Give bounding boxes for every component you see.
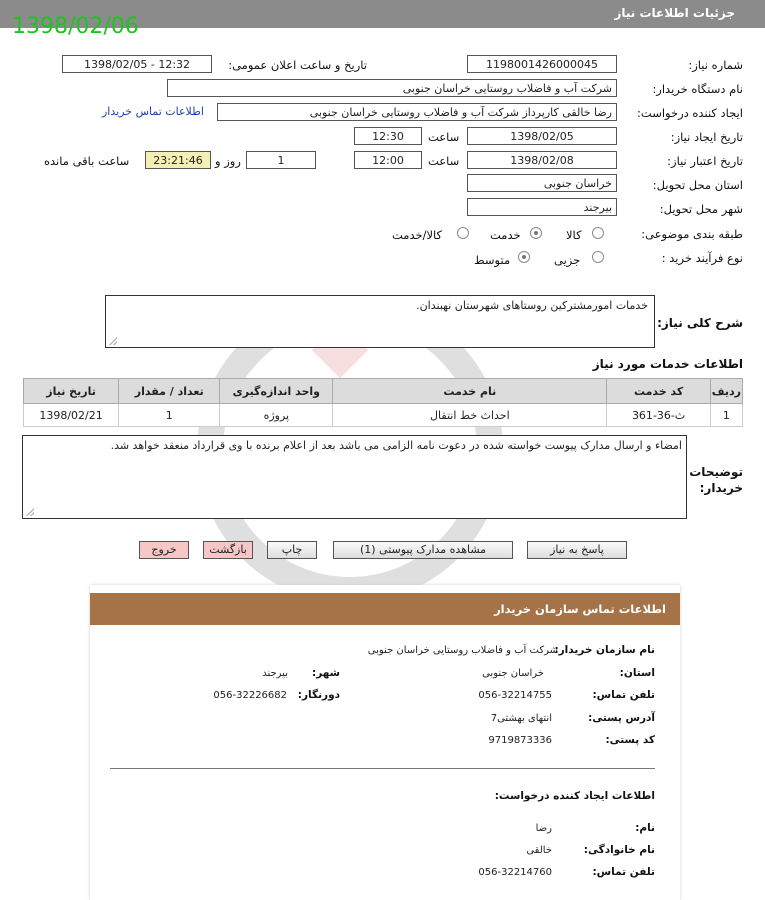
date-stamp: 1398/02/06 (12, 14, 139, 39)
org-label: نام سازمان خریدار: (554, 644, 655, 656)
days-label: روز و (215, 154, 241, 168)
remaining-time-field: 23:21:46 (145, 151, 211, 169)
back-button[interactable]: بازگشت (203, 541, 253, 559)
valid-time-field: 12:00 (354, 151, 422, 169)
need-number-label: شماره نیاز: (688, 58, 743, 72)
created-date-field: 1398/02/05 (467, 127, 617, 145)
family-label: نام خانوادگی: (583, 844, 655, 856)
creator-field: رضا خالقی کارپرداز شرکت آب و فاضلاب روستایی خراسان جنوبی (217, 103, 617, 121)
phone-label: تلفن تماس: (592, 689, 655, 701)
cell-unit: پروژه (220, 404, 333, 427)
contact-card-header (90, 593, 680, 625)
col-row-number: ردیف (710, 379, 742, 404)
category-goods-radio[interactable] (592, 227, 604, 239)
buyer-org-field: شرکت آب و فاضلاب روستایی خراسان جنوبی (167, 79, 617, 97)
province-field: خراسان جنوبی (467, 174, 617, 192)
col-service-name: نام خدمت (333, 379, 607, 404)
name-value: رضا (535, 823, 552, 834)
creator-label: ایجاد کننده درخواست: (637, 106, 743, 120)
announce-field: 1398/02/05 - 12:32 (62, 55, 212, 73)
view-attachments-button[interactable]: مشاهده مدارک پیوستی (1) (333, 541, 513, 559)
city-label: شهر محل تحویل: (659, 202, 743, 216)
announce-label: تاریخ و ساعت اعلان عمومی: (228, 58, 367, 72)
cell-quantity: 1 (119, 404, 220, 427)
category-service-radio[interactable] (530, 227, 542, 239)
created-time-label: ساعت (428, 130, 460, 144)
card-divider (110, 768, 655, 769)
fax-value: 056-32226682 (213, 690, 287, 701)
buyer-contact-card (90, 585, 680, 900)
exit-button[interactable]: خروج (139, 541, 189, 559)
need-number-field: 1198001426000045 (467, 55, 617, 73)
process-medium-label: متوسط (474, 253, 511, 267)
valid-time-label: ساعت (428, 154, 460, 168)
process-small-label: جزیی (554, 253, 581, 267)
created-time-field: 12:30 (354, 127, 422, 145)
name-label: نام: (635, 822, 655, 834)
province-label: استان: (619, 667, 655, 679)
col-need-date: تاریخ نیاز (24, 379, 119, 404)
cell-row-number: 1 (710, 404, 742, 427)
summary-text: خدمات امورمشترکین روستاهای شهرستان نهبندان. (416, 299, 648, 312)
org-value: شرکت آب و فاضلاب روستایی خراسان جنوبی (367, 645, 558, 656)
creator-phone-value: 056-32214760 (478, 867, 552, 878)
buyer-notes-textarea[interactable] (22, 435, 687, 519)
resize-grip-icon[interactable] (109, 337, 117, 345)
category-goods-label: کالا (566, 228, 582, 242)
fax-label: دورنگار: (297, 689, 340, 701)
address-label: آدرس پستی: (588, 712, 655, 724)
services-table (23, 378, 743, 427)
table-header-row (24, 379, 743, 404)
postal-value: 9719873336 (488, 735, 552, 746)
resize-grip-icon[interactable] (26, 508, 34, 516)
family-value: خالقی (526, 845, 552, 856)
cell-service-name: احداث خط انتقال (333, 404, 607, 427)
buyer-notes-label: توضیحات خریدار: (689, 465, 743, 495)
days-field: 1 (246, 151, 316, 169)
process-small-radio[interactable] (592, 251, 604, 263)
category-service-label: خدمت (490, 228, 521, 242)
cell-need-date: 1398/02/21 (24, 404, 119, 427)
category-both-label: کالا/خدمت (392, 228, 443, 242)
col-unit: واحد اندازه‌گیری (220, 379, 333, 404)
city-field: بیرجند (467, 198, 617, 216)
col-quantity: تعداد / مقدار (119, 379, 220, 404)
valid-date-label: تاریخ اعتبار نیاز: (667, 154, 743, 168)
phone-value: 056-32214755 (478, 690, 552, 701)
city-label: شهر: (312, 667, 340, 679)
buyer-notes-text: امضاء و ارسال مدارک پیوست خواسته شده در دعوت نامه الزامی می باشد بعد از اعلام برنده با وی قرارداد منعقد خواهد شد. (110, 439, 682, 452)
creator-phone-label: تلفن تماس: (592, 866, 655, 878)
print-button[interactable]: چاپ (267, 541, 317, 559)
summary-label: شرح کلی نیاز: (657, 316, 743, 330)
created-date-label: تاریخ ایجاد نیاز: (670, 130, 743, 144)
buyer-org-label: نام دستگاه خریدار: (652, 82, 743, 96)
category-both-radio[interactable] (457, 227, 469, 239)
table-row (24, 404, 743, 427)
process-medium-radio[interactable] (518, 251, 530, 263)
reply-button[interactable]: پاسخ به نیاز (527, 541, 627, 559)
province-value: خراسان جنوبی (482, 668, 544, 679)
city-value: بیرجند (262, 668, 288, 679)
page-title: جزئیات اطلاعات نیاز (614, 6, 735, 20)
province-label: استان محل تحویل: (652, 178, 743, 192)
category-label: طبقه بندی موضوعی: (641, 227, 743, 241)
postal-label: کد پستی: (605, 734, 655, 746)
cell-service-code: ث-36-361 (607, 404, 710, 427)
contact-card-title: اطلاعات تماس سازمان خریدار (494, 602, 666, 616)
summary-textarea[interactable] (105, 295, 655, 348)
process-label: نوع فرآیند خرید : (661, 251, 743, 265)
services-section-title: اطلاعات خدمات مورد نیاز (592, 357, 743, 371)
creator-section-title: اطلاعات ایجاد کننده درخواست: (494, 790, 655, 802)
address-value: انتهای بهشتی7 (490, 713, 552, 724)
contact-info-link[interactable]: اطلاعات تماس خریدار (102, 105, 204, 118)
col-service-code: کد خدمت (607, 379, 710, 404)
remaining-label: ساعت باقی مانده (44, 154, 130, 168)
valid-date-field: 1398/02/08 (467, 151, 617, 169)
